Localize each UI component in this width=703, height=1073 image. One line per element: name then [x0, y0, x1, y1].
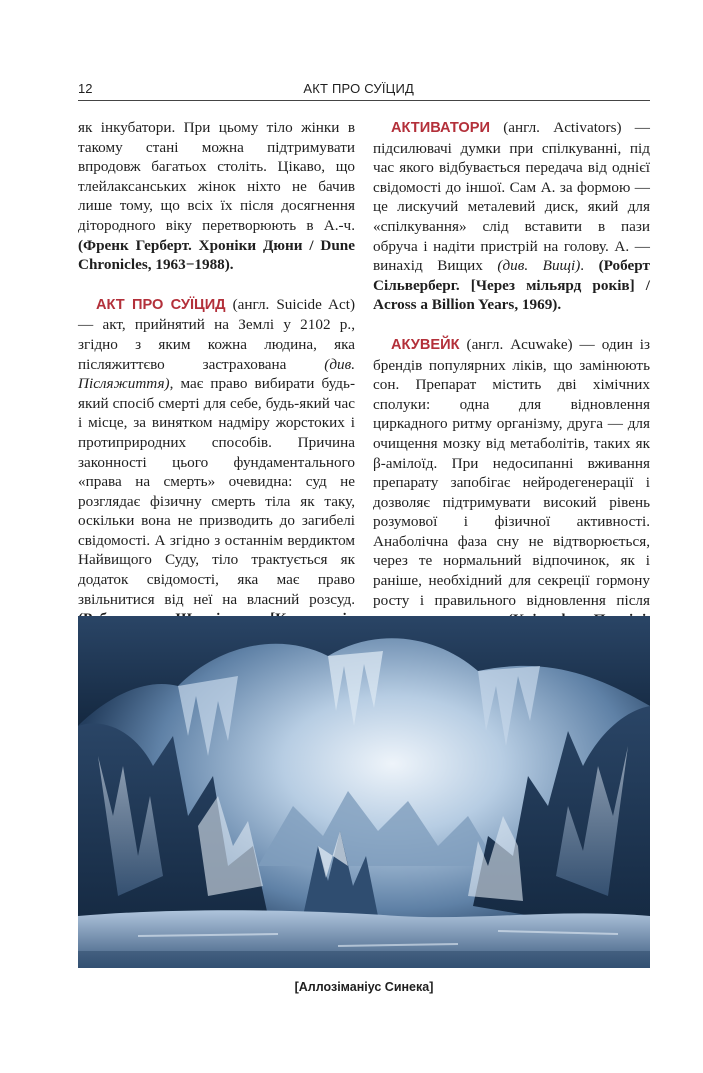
- cross-reference: (див. Післяжиття): [78, 355, 355, 393]
- illustration-caption: [Аллозіманіус Синека]: [294, 980, 434, 994]
- entry-citation: (Френк Герберт. Хроніки Дюни / Dune Chronicles, 1963−1988).: [78, 236, 355, 274]
- cross-reference: (див. Вищі): [497, 257, 581, 275]
- entry-activators: [373, 118, 650, 315]
- entry-text: (англ. Suicide Act) — акт, прийнятий на Землі у 2102 р., згідно з яким кожна людина, яка післяжиттєво застрахована: [78, 295, 355, 373]
- entry-suicide-act: [78, 295, 355, 649]
- right-column: [373, 118, 650, 689]
- entry-text: , має право вибирати будь-який спосіб смерті для себе, будь-який час і місце, за винятком надміру жорстоких і протиприродних способів. Причина законності цього фундаментального «права на смерть» очевидна: суд не розглядає фізичну смерть тіла як таку, оскільки вона не призводить до загибелі свідомості. А згідно з останнім вердиктом Найвищого Суду, тіло трактується як додаток свідомості, яка має право звільнитися від неї на власний розсуд.: [78, 375, 355, 608]
- entry-term: АКТИВАТОРИ: [391, 120, 490, 136]
- entry-citation: (Роберт Сільверберг. [Через мільярд років] / Across a Billion Years, 1969).: [373, 257, 650, 314]
- page-number: 12: [78, 81, 93, 96]
- running-title: АКТ ПРО СУЇЦИД: [303, 81, 414, 96]
- ice-cave-illustration: [78, 616, 650, 968]
- entry-term: АКТ ПРО СУЇЦИД: [96, 296, 226, 313]
- entry-text: як інкубатори. При цьому тіло жінки в такому стані можна підтримувати впродовж багатьох століть. Цікаво, що тлейлаксанських жінок ніхто не бачив лише тому, що всіх їх після досягнення дітородного віку перетворюють в А.-ч.: [78, 119, 355, 234]
- entry-text: (англ. Acuwake) — один із брендів популярних ліків, що замінюють сон. Препарат містить дві хімічних сполуки: одна для відновлення циркадного ритму організму, друга — для очищення мозку від метаболітів, таких як β-амілоїд. При недосипанні вживання препарату запобігає нейродегенерації і дозволяє підтримувати високий рівень розумової і фізичної активності. Анаболічна фаза сну не відтворюється, через те нормальний відпочинок, як і раніше, необхідний для секреції гормону росту і правильного відновлення після: [373, 335, 650, 609]
- entry-continuation: [78, 118, 355, 275]
- entry-text: (англ. Activators) — підсилювачі думки при спілкуванні, під час якого відбувається передача від однієї свідомості до іншої. Сам А. за формою — це лискучий металевий диск, який для «спілкування» слід вставити в пази обруча і надіти пристрій на голову. А. — винахід Вищих: [373, 119, 650, 275]
- left-column: [78, 118, 355, 668]
- entry-term: АКУВЕЙК: [391, 336, 460, 353]
- entry-text: .: [580, 257, 599, 275]
- page-header: [78, 80, 650, 101]
- ice-cave-painting: [78, 616, 650, 968]
